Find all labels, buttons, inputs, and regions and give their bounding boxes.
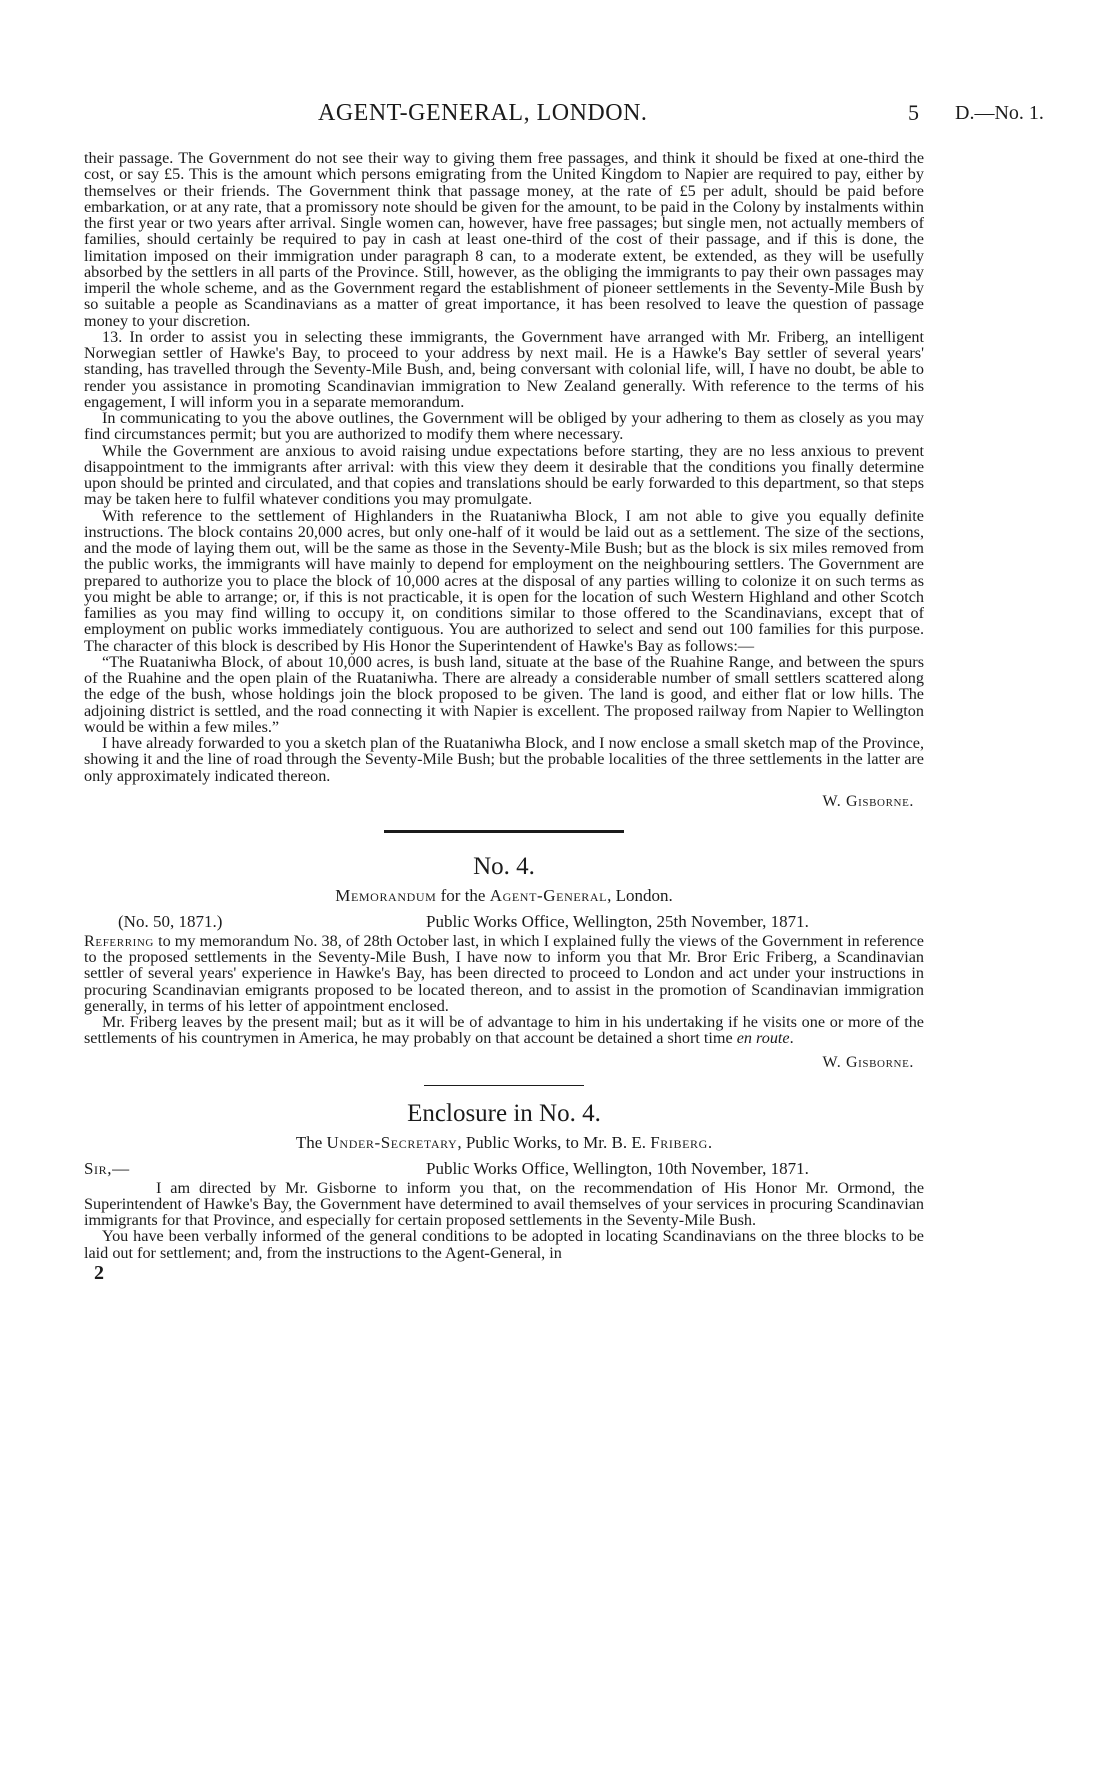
paragraph: 13. In order to assist you in selecting these immigrants, the Government have arranged with Mr. Friberg, an intelligent Norwegian settler of Hawke's Bay, to proceed to your address by next mail. He is a Hawke's Bay settler of several years' standing, has travelled through the Seventy-Mile Bush, and, being conversant with colonial life, will, I have no doubt, be able to render you assistance in promoting Scandinavian immigration to New Zealand generally. With reference to the terms of his engagement, I will inform you in a separate memorandum.: [84, 327, 924, 411]
paragraph: While the Government are anxious to avoid raising undue expectations before starting, they are no less anxious to prevent disappointment to the immigrants after arrival: with this view they deem it desirable that the conditions you finally determine upon should be printed and circulated, and that copies and translations should be early forwarded to this department, so that steps may be taken here to fulfil whatever conditions you may promulgate.: [84, 441, 924, 509]
paragraph: I have already forwarded to you a sketch plan of the Ruataniwha Block, and I now enclose a small sketch map of the Province, showing it and the line of road through the Seventy-Mile Bush; but the probable localities of the three settlements in the latter are only approximately indicated thereon.: [84, 734, 924, 785]
quoted-paragraph: “The Ruataniwha Block, of about 10,000 acres, is bush land, situate at the base of the Ruahine Range, and between the spurs of the Ruahine and the open plain of the Ruataniwha. There are already a considerable number of small settlers scattered along the edge of the bush, whose holdings join the block proposed to be given. The land is good, and either flat or low hills. The adjoining district is settled, and the road connecting it with Napier is excellent. The proposed railway from Napier to Wellington would be within a few miles.”: [84, 652, 924, 736]
section-divider: [384, 830, 624, 833]
subheading-part: Agent-General: [489, 885, 608, 905]
dateline: Public Works Office, Wellington, 10th November, 1871.: [426, 1158, 809, 1178]
section-no4: [84, 851, 924, 1073]
paragraph: In communicating to you the above outlines, the Government will be obliged by your adhering to them as closely as you may find circumstances permit; but you are authorized to modify them where necessary.: [84, 409, 924, 444]
signature: W. Gisborne.: [822, 1053, 914, 1071]
signature: W. Gisborne.: [822, 792, 914, 810]
paragraph: [84, 1014, 924, 1047]
dateline: Public Works Office, Wellington, 25th November, 1871.: [426, 911, 809, 931]
paragraph-text: to my memorandum No. 38, of 28th October last, in which I explained fully the views of the Government in reference to the proposed settlements in the Seventy-Mile Bush, I have now to inform you that Mr. Bror Eric Friberg, a Scandinavian settler of several years' experience in Hawke's Bay, has been directed to proceed to London and act under your instructions in procuring Scandinavian emigrants proposed to be located thereon, and to assist in the promotion of Scandinavian immigration generally, in terms of his letter of appointment enclosed.: [84, 931, 924, 1015]
signature-mark: 2: [94, 1261, 104, 1284]
paragraph-text: Mr. Friberg leaves by the present mail; but as it will be of advantage to him in his undertaking if he visits one or more of the settlements of his countrymen in America, he may probably on that account be detained a short time: [84, 1013, 924, 1048]
dateline-row: [84, 911, 924, 933]
paragraph: their passage. The Government do not see their way to giving them free passages, and think it should be fixed at one-third the cost, or say £5. This is the amount which persons emigrating from the United Kingdom to Napier are required to pay, either by themselves or their friends. The Government think that passage money, at the rate of £5 per adult, should be paid before embarkation, or at any rate, that a promissory note should be given for the amount, to be paid in the Colony by instalments within the first year or two years after arrival. Single women can, however, have free passages; but single men, not actually members of families, should certainly be required to pay in cash at least one-third of the cost of their passage, and if this is done, the limitation imposed on their immigration under paragraph 8 can, to a moderate extent, be extended, as they will be usefully absorbed by the settlers in all parts of the Province. Still, however, as the obliging the immigrants to pay their own passages may imperil the whole scheme, and as the Government regard the establishment of pioneer settlements in the Seventy-Mile Bush by so suitable a people as Scandinavians as a matter of great importance, it has been resolved to leave the question of passage money to your discretion.: [84, 149, 924, 330]
section-heading: No. 4.: [473, 852, 535, 880]
subheading-part: for the: [436, 885, 490, 905]
page-number: 5: [908, 100, 919, 125]
paragraph: I am directed by Mr. Gisborne to inform you that, on the recommendation of His Honor Mr. Ormond, the Superintendent of Hawke's Bay, the Government have determined to avail themselves of your services in procuring Scandinavian immigrants for that Province, and especially for certain proposed settlements in the Seventy-Mile Bush.: [84, 1178, 924, 1229]
reference-number: (No. 50, 1871.): [118, 911, 223, 931]
paragraph: [84, 933, 924, 1014]
paragraph: You have been verbally informed of the general conditions to be adopted in locating Scandinavians on the three blocks to be laid out for settlement; and, from the instructions to the Agent-General, in: [84, 1227, 924, 1262]
subheading-part: .: [707, 1132, 713, 1152]
section-subheading: [84, 1132, 924, 1154]
paper-code: D.—No. 1.: [955, 102, 1044, 124]
section-subheading: [84, 885, 924, 907]
running-header: [0, 100, 1114, 130]
lead-word: Referring: [84, 931, 154, 950]
paragraph: With reference to the settlement of Highlanders in the Ruataniwha Block, I am not able to give you equally definite instructions. The block contains 20,000 acres, but only one-half of it would be laid out as a settlement. The size of the sections, and the mode of laying them out, will be the same as those in the Seventy-Mile Bush; but as the block is six miles removed from the public works, the immigrants will have mainly to depend for employment on the neighbouring settlers. The Government are prepared to authorize you to place the block of 10,000 acres at the disposal of any parties willing to colonize it on such terms as you might be able to arrange; or, if this is not practicable, it is open for the location of such Western Highland and other Scotch families as you may find willing to occupy it, on conditions similar to those offered to the Scandinavians, except that of employment on public works immediately contiguous. You are authorized to select and send out 100 families for this purpose. The character of this block is described by His Honor the Superintendent of Hawke's Bay as follows:—: [84, 506, 924, 655]
header-title: AGENT-GENERAL, LONDON.: [318, 100, 648, 126]
section-divider: [424, 1085, 584, 1086]
section-continuation: [84, 150, 924, 812]
document-body: [84, 150, 924, 1285]
subheading-part: , London.: [607, 885, 673, 905]
subheading-part: , Public Works, to Mr. B. E.: [457, 1132, 651, 1152]
salutation: Sir,—: [84, 1158, 130, 1178]
subheading-part: Memorandum: [335, 885, 437, 905]
dateline-row: [84, 1158, 924, 1180]
subheading-part: Friberg: [650, 1132, 708, 1152]
italic-text: en route: [736, 1029, 790, 1048]
section-heading: Enclosure in No. 4.: [407, 1099, 601, 1127]
subheading-part: The: [295, 1132, 327, 1152]
subheading-part: Under-Secretary: [326, 1132, 458, 1152]
paragraph-end: .: [789, 1029, 794, 1048]
section-enclosure: [84, 1098, 924, 1285]
